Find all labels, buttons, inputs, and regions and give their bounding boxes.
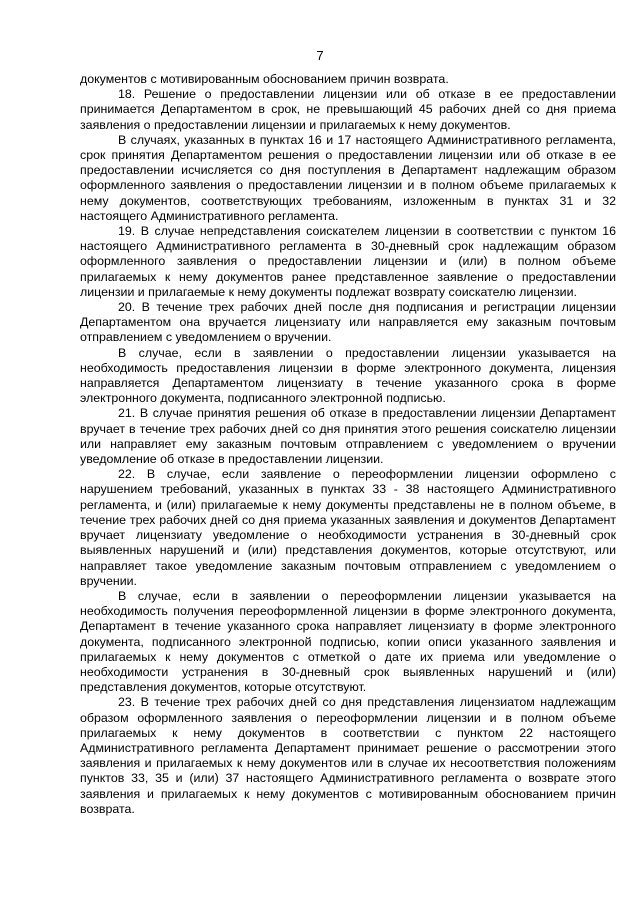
paragraph: В случае, если в заявлении о переоформлении лицензии указывается на необходимость получения переоформленной лицензии в форме электронного документа, Департамент в течение указанного срока направляет лицензиату в форме электронного документа, подписанного электронной подписью, копии описи указанного заявления и прилагаемых к нему документов с отметкой о дате их приема или уведомление о необходимости устранения в 30-дневный срок выявленных нарушений и (или) представления документов, которые отсутствуют. [80,588,616,695]
paragraph: 22. В случае, если заявление о переоформлении лицензии оформлено с нарушением требований, указанных в пунктах 33 - 38 настоящего Административного регламента, и (или) прилагаемые к нему документы представлены не в полном объеме, в течение трех рабочих дней со дня приема указанных заявления и документов Департамент вручает лицензиату уведомление о необходимости устранения в 30-дневный срок выявленных нарушений и (или) представления документов, которые отсутствуют, или направляет такое уведомление заказным почтовым отправлением с уведомлением о вручении. [80,467,616,588]
paragraph: 23. В течение трех рабочих дней со дня представления лицензиатом надлежащим образом оформленного заявления о переоформлении лицензии и в полном объеме прилагаемых к нему документов в соответствии с пунктом 22 настоящего Административного регламента Департамент принимает решение о рассмотрении этого заявления и прилагаемых к нему документов или в случае их несоответствия положениям пунктов 33, 35 и (или) 37 настоящего Административного регламента о возврате этого заявления и прилагаемых к нему документов с мотивированным обоснованием причин возврата. [80,695,616,816]
paragraph: В случаях, указанных в пунктах 16 и 17 настоящего Административного регламента, срок принятия Департаментом решения о предоставлении лицензии или об отказе в ее предоставлении исчисляется со дня поступления в Департамент надлежащим образом оформленного заявления о предоставлении лицензии и в полном объеме прилагаемых к нему документов, соответствующих требованиям, изложенным в пунктах 31 и 32 настоящего Административного регламента. [80,132,616,223]
paragraph: В случае, если в заявлении о предоставлении лицензии указывается на необходимость предоставления лицензии в форме электронного документа, лицензия направляется Департаментом лицензиату в течение указанного срока в форме электронного документа, подписанного электронной подписью. [80,345,616,406]
paragraph: 18. Решение о предоставлении лицензии или об отказе в ее предоставлении принимается Департаментом в срок, не превышающий 45 рабочих дней со дня приема заявления о предоставлении лицензии и прилагаемых к нему документов. [80,87,616,132]
paragraph: 21. В случае принятия решения об отказе в предоставлении лицензии Департамент вручает в течение трех рабочих дней со дня принятия этого решения соискателю лицензии или направляет ему заказным почтовым отправлением с уведомлением о вручении уведомление об отказе в предоставлении лицензии. [80,406,616,467]
page-number: 7 [316,48,324,63]
paragraph: 20. В течение трех рабочих дней после дня подписания и регистрации лицензии Департаментом она вручается лицензиату или направляется ему заказным почтовым отправлением с уведомлением о вручении. [80,300,616,345]
paragraph: документов с мотивированным обоснованием причин возврата. [80,72,449,86]
document-body [80,72,616,817]
paragraph: 19. В случае непредставления соискателем лицензии в соответствии с пунктом 16 настоящего Административного регламента в 30-дневный срок надлежащим образом оформленного заявления о предоставлении лицензии и (или) в полном объеме прилагаемых к нему документов ранее представленное заявление о предоставлении лицензии и прилагаемые к нему документы подлежат возврату соискателю лицензии. [80,224,616,299]
